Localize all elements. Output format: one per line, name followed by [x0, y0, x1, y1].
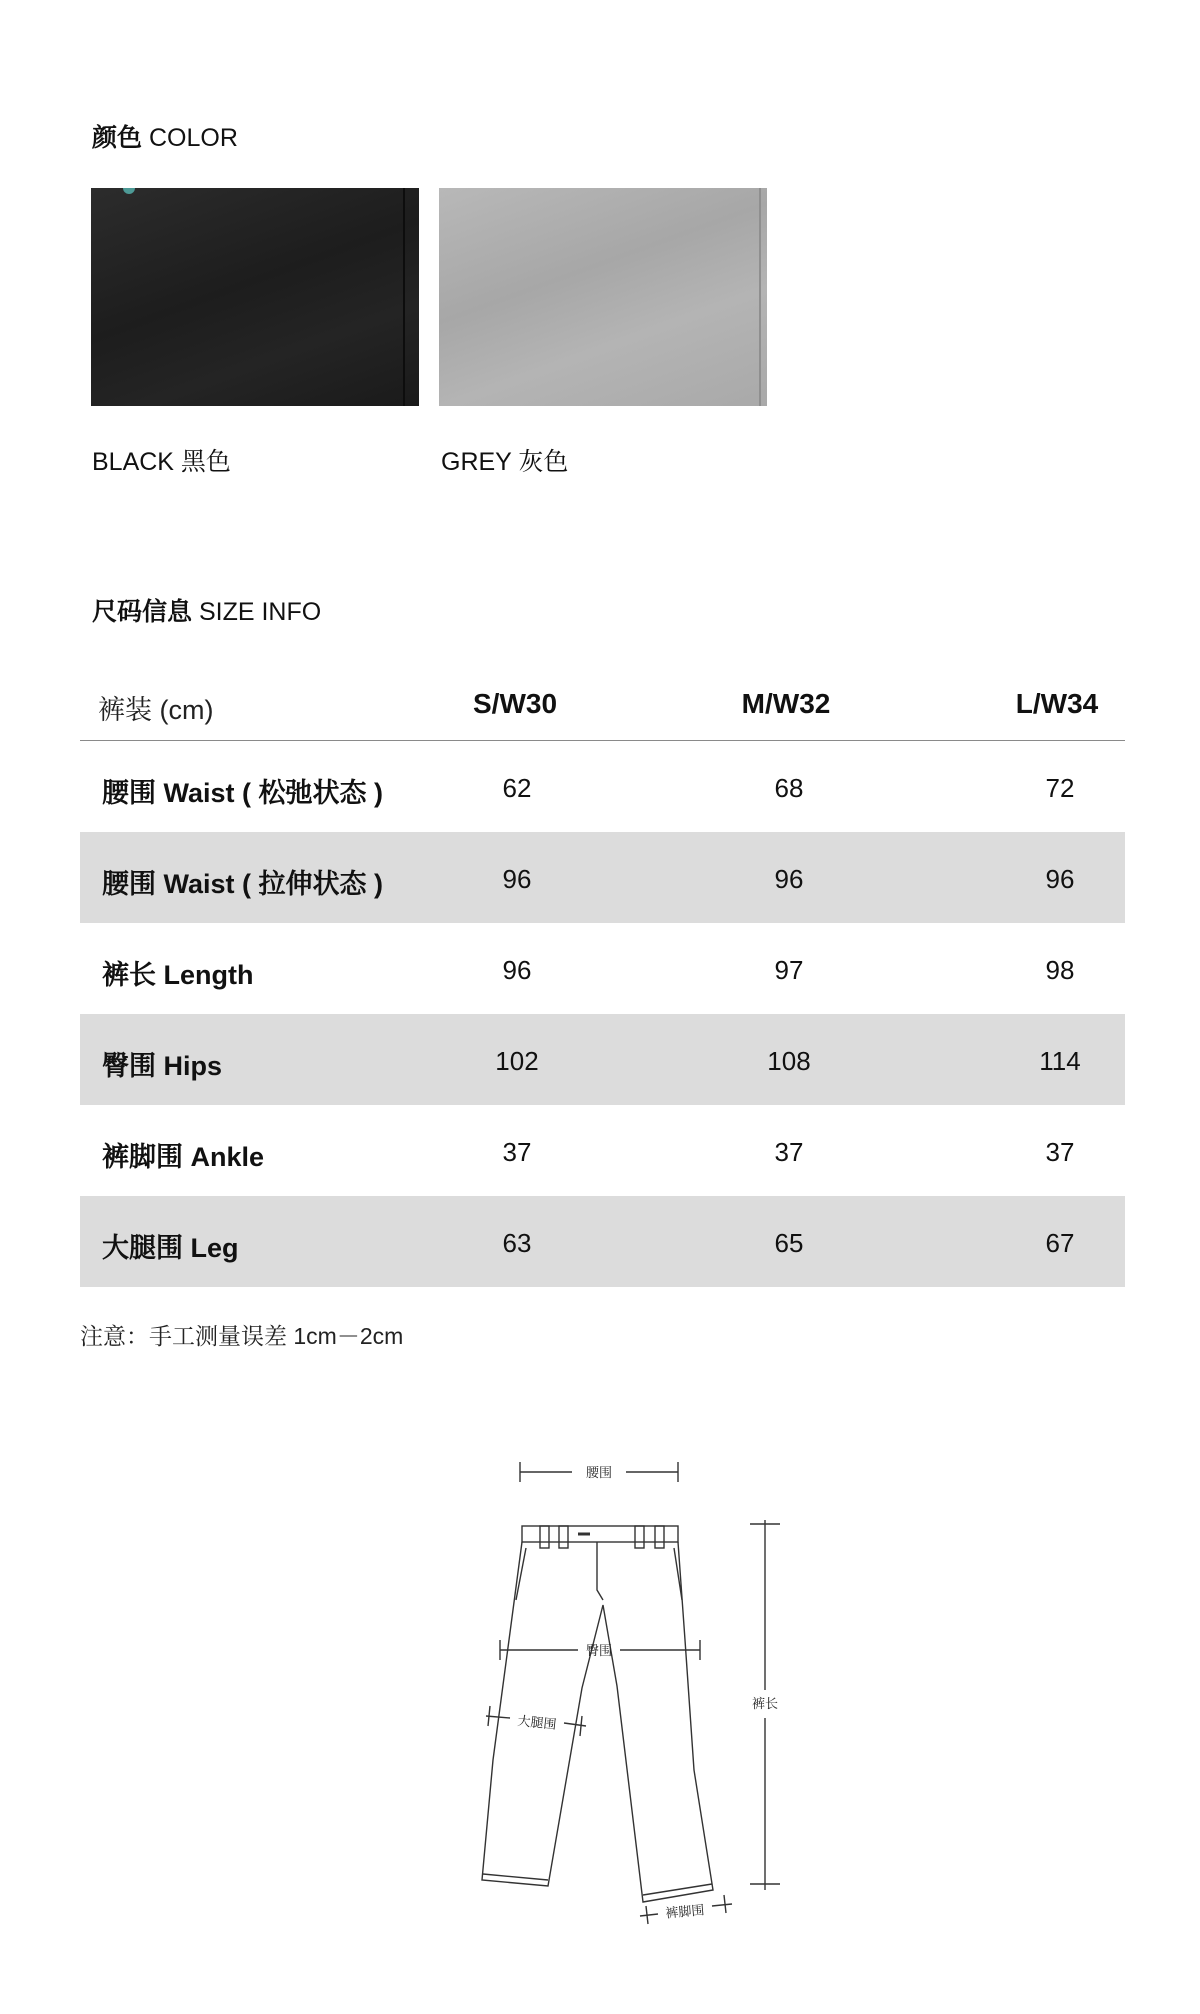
table-row — [80, 1105, 1125, 1196]
table-row — [80, 923, 1125, 1014]
color-section-title — [92, 118, 238, 154]
row-label: 裤长 Length — [102, 960, 254, 990]
cell-s: 96 — [502, 864, 532, 894]
measurement-note: 注意：手工测量误差 1cm－2cm — [80, 1323, 404, 1349]
hips-label: 臀围 — [585, 1644, 613, 1659]
measurement-diagram — [460, 1440, 820, 1940]
waist-label: 腰围 — [585, 1466, 613, 1481]
cell-l: 67 — [1045, 1228, 1075, 1258]
cell-m: 65 — [774, 1228, 804, 1258]
table-row — [80, 832, 1125, 923]
size-title-en: SIZE INFO — [198, 598, 322, 626]
swatch-grey[interactable] — [439, 188, 767, 406]
row-label: 腰围 Waist ( 松弛状态 ) — [102, 778, 383, 808]
color-title-zh: 颜色 — [92, 124, 143, 152]
ankle-label: 裤脚围 — [664, 1903, 706, 1922]
header-size-l: L/W34 — [1015, 688, 1099, 719]
cell-s: 37 — [502, 1137, 532, 1167]
header-size-s: S/W30 — [472, 688, 558, 719]
cell-s: 63 — [502, 1228, 532, 1258]
cell-m: 96 — [774, 864, 804, 894]
row-label: 臀围 Hips — [102, 1051, 223, 1081]
cell-l: 72 — [1045, 773, 1075, 803]
cell-m: 97 — [774, 955, 804, 985]
cell-s: 102 — [495, 1046, 539, 1076]
fabric-seam — [403, 188, 405, 406]
table-row — [80, 1014, 1125, 1105]
size-table — [80, 660, 1125, 1287]
thigh-label: 大腿围 — [516, 1713, 558, 1733]
size-title-zh: 尺码信息 — [92, 598, 193, 626]
cell-m: 68 — [774, 773, 804, 803]
color-title-en: COLOR — [148, 124, 238, 152]
cell-s: 96 — [502, 955, 532, 985]
size-table-header — [80, 660, 1125, 741]
button-tag-icon — [123, 188, 135, 194]
cell-l: 37 — [1045, 1137, 1075, 1167]
header-unit: 裤装 (cm) — [98, 695, 214, 725]
row-label: 大腿围 Leg — [102, 1233, 239, 1263]
cell-l: 98 — [1045, 955, 1075, 985]
cell-m: 37 — [774, 1137, 804, 1167]
cell-l: 96 — [1045, 864, 1075, 894]
swatch-label-black: BLACK 黑色 — [92, 448, 231, 476]
cell-l: 114 — [1039, 1046, 1081, 1076]
header-size-m: M/W32 — [741, 688, 831, 719]
swatch-black[interactable] — [91, 188, 419, 406]
pants-outline-icon — [482, 1526, 713, 1902]
table-row — [80, 741, 1125, 832]
table-row — [80, 1196, 1125, 1287]
row-label: 裤脚围 Ankle — [102, 1142, 265, 1172]
fabric-seam — [759, 188, 761, 406]
length-label: 裤长 — [751, 1697, 779, 1712]
cell-m: 108 — [767, 1046, 811, 1076]
row-label: 腰围 Waist ( 拉伸状态 ) — [102, 869, 383, 899]
size-section-title — [92, 592, 321, 628]
swatch-label-grey: GREY 灰色 — [441, 448, 569, 476]
cell-s: 62 — [502, 773, 532, 803]
